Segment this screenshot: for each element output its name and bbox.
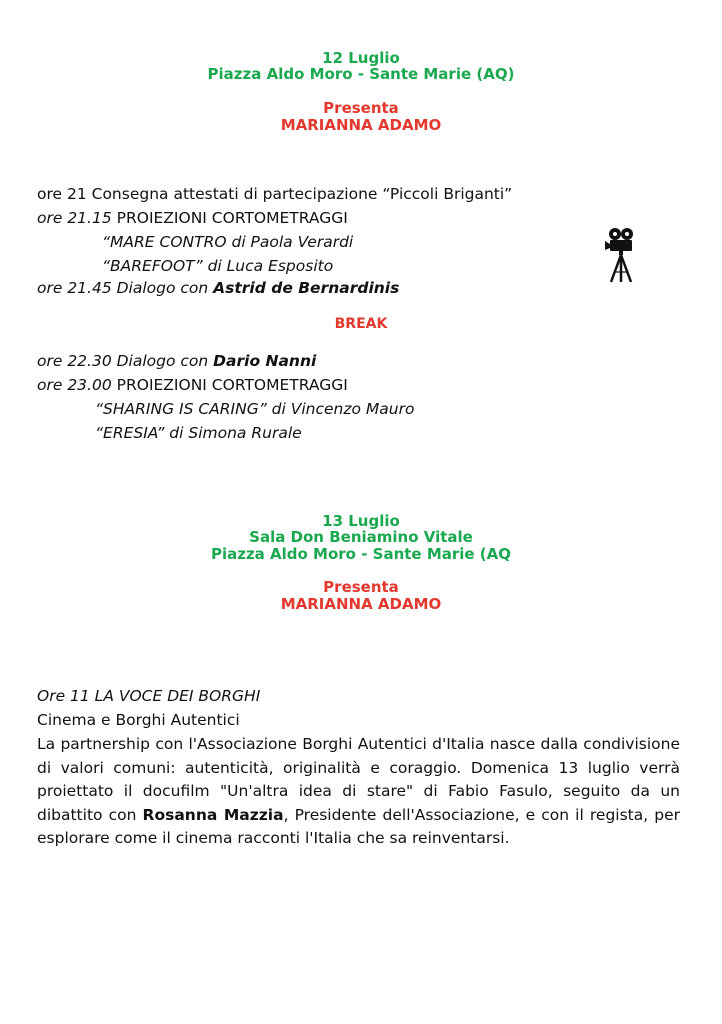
program-text: ore 21.45 Dialogo con <box>37 279 214 297</box>
day2-location: Piazza Aldo Moro - Sante Marie (AQ <box>210 545 512 563</box>
program-text: ore 22.30 Dialogo con <box>37 352 214 370</box>
day1-date: 12 Luglio <box>322 49 400 67</box>
break-label: BREAK <box>334 316 388 332</box>
event-title: Ore 11 LA VOCE DEI BORGHI <box>37 687 261 705</box>
description-text: , Presidente dell'Associazione, e con il regista, per esplorare come il cinema racconti l'Italia che sa reinventarsi. <box>37 805 680 847</box>
film-title: “ERESIA” <box>95 424 165 442</box>
day1-presenter: MARIANNA ADAMO <box>280 116 442 134</box>
movie-camera-icon <box>604 226 638 284</box>
film-title: “SHARING IS CARING” <box>95 400 267 418</box>
guest-name: Astrid de Bernardinis <box>213 279 400 297</box>
film-sharing-is-caring <box>95 399 414 419</box>
program-item-dialogo-dario <box>37 351 316 371</box>
guest-name: Rosanna Mazzia <box>142 805 284 824</box>
program-item-proiezioni-2 <box>37 375 348 395</box>
program-item-proiezioni-1 <box>37 208 348 228</box>
film-title: “BAREFOOT” <box>102 257 203 275</box>
film-director: di Luca Esposito <box>202 257 334 275</box>
day2-date: 13 Luglio <box>322 512 400 530</box>
program-item-consegna: ore 21 Consegna attestati di partecipazione “Piccoli Briganti” <box>37 185 513 203</box>
day2-presenta-label: Presenta <box>323 578 399 596</box>
day1-presenta-label: Presenta <box>323 99 399 117</box>
description-text: La partnership con l'Associazione Borghi Autentici d'Italia nasce dalla condivisione di valori comuni: autenticità, originalità e coraggio. Domenica 13 luglio verrà proiettato il docufilm "Un'altra idea di stare" di Fabio Fasulo, seguito da un dibattito con <box>37 735 680 824</box>
program-item-dialogo-astrid <box>37 278 399 298</box>
event-subtitle: Cinema e Borghi Autentici <box>37 711 240 729</box>
day2-venue: Sala Don Beniamino Vitale <box>249 528 473 546</box>
film-eresia <box>95 423 302 443</box>
program-text: PROIEZIONI CORTOMETRAGGI <box>111 209 348 227</box>
event-description <box>37 733 680 851</box>
program-time: ore 21.15 <box>37 209 112 227</box>
film-barefoot <box>102 256 333 276</box>
film-director: di Simona Rurale <box>164 424 302 442</box>
program-time: ore 23.00 <box>37 376 112 394</box>
program-text: PROIEZIONI CORTOMETRAGGI <box>111 376 348 394</box>
film-director: di Vincenzo Mauro <box>266 400 415 418</box>
day1-location: Piazza Aldo Moro - Sante Marie (AQ) <box>207 65 515 83</box>
film-mare-contro: “MARE CONTRO di Paola Verardi <box>102 233 354 251</box>
day2-presenter: MARIANNA ADAMO <box>280 595 442 613</box>
guest-name: Dario Nanni <box>213 352 317 370</box>
